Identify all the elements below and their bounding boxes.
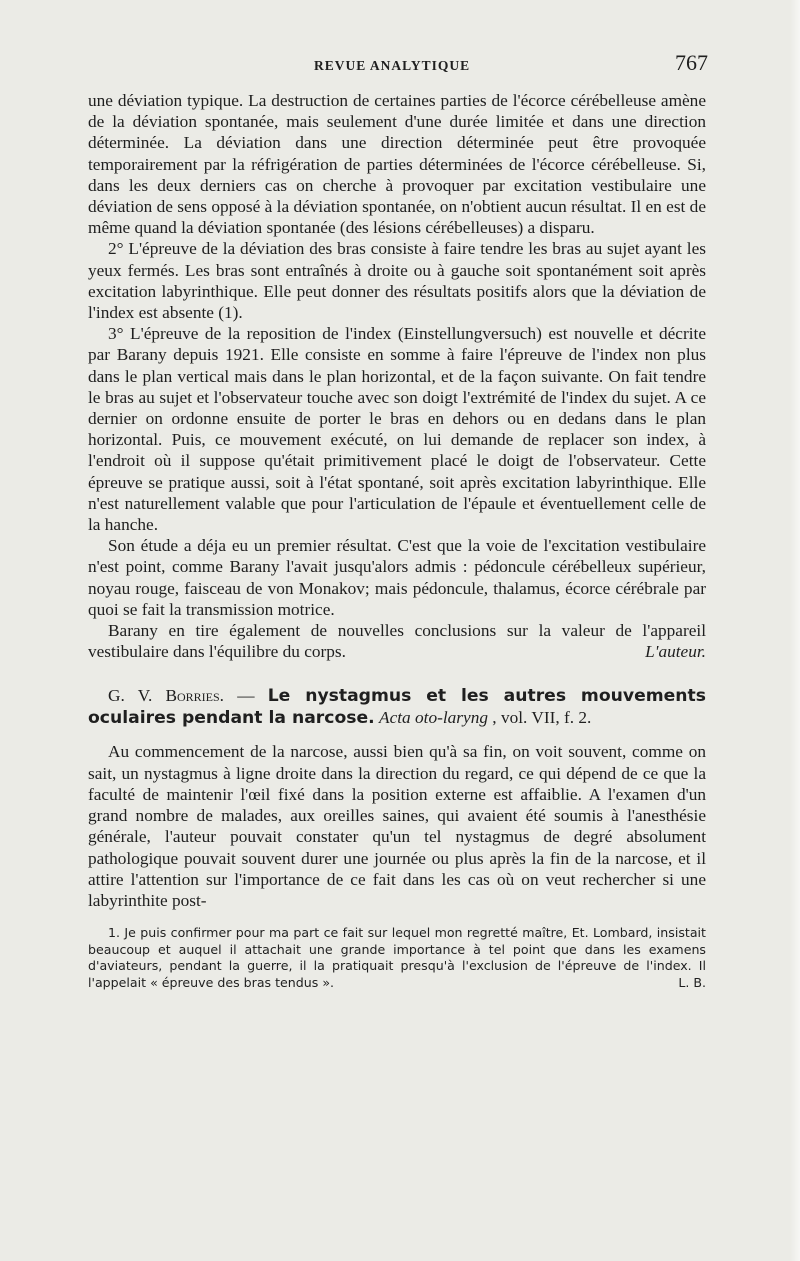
paragraph: Au commencement de la narcose, aussi bien qu'à sa fin, on voit souvent, comme on sait, un nystagmus à ligne droite dans la direction du regard, ce qui dépend de ce que la faculté de maintenir l'œil fixé dans la position externe est affaiblie. A l'examen d'un grand nombre de malades, aux oreilles saines, qui avaient été soumis à l'anesthésie générale, l'auteur pouvait constater qu'un tel nystagmus de degré absolument pathologique pouvait souvent durer une journée ou plus après la fin de la narcose, et il attire l'attention sur l'importance de ce fait dans les cas où on veut rechercher si une labyrinthite post- <box>88 742 706 910</box>
review-author: G. V. Borries. <box>108 686 225 706</box>
article-body <box>88 90 706 991</box>
footnote-text: 1. Je puis confirmer pour ma part ce fait sur lequel mon regretté maître, Et. Lombard, insistait beaucoup et auquel il attachait une grande importance à tel point que dans les examens d'aviateurs, pendant la guerre, il la pratiquait presqu'à l'exclusion de l'épreuve de l'index. Il l'appelait « épreuve des bras tendus ». <box>88 925 706 990</box>
paragraph-text: Barany en tire également de nouvelles conclusions sur la valeur de l'appareil vestibulaire dans l'équilibre du corps. <box>88 621 706 662</box>
review-journal: Acta oto-laryng <box>379 708 488 728</box>
review-heading <box>88 685 706 729</box>
review-title: Le nystagmus et les autres mouvements oculaires pendant la narcose. <box>88 686 706 729</box>
paragraph: Son étude a déja eu un premier résultat. C'est que la voie de l'excitation vestibulaire n'est point, comme Barany l'avait jusqu'alors admis : pédoncule cérébelleux supérieur, noyau rouge, faisceau de von Monakov; mais pédoncule, thalamus, écorce cérébrale par quoi se fait la transmission motrice. <box>88 536 706 619</box>
author-signature: L'auteur. <box>645 642 706 662</box>
paragraph <box>88 620 706 662</box>
review-dash: — <box>224 686 268 706</box>
running-head: REVUE ANALYTIQUE <box>314 58 471 73</box>
paragraph: 3° L'épreuve de la reposition de l'index (Einstellungversuch) est nouvelle et décrite par Barany depuis 1921. Elle consiste en somme à faire l'épreuve de l'index non plus dans le plan vertical mais dans le plan horizontal, et de la façon suivante. On fait tendre le bras au sujet et l'observateur touche avec son doigt l'extrémité de l'index du sujet. A ce dernier on ordonne ensuite de porter le bras en dehors ou en dedans dans le plan horizontal. Puis, ce mouvement exécuté, on lui demande de replacer son index, à l'endroit où il suppose qu'était primitivement placé le doigt de l'observateur. Cette épreuve se pratique aussi, soit à l'état spontané, soit après excitation labyrinthique. Elle n'est naturellement valable que pour l'articulation de l'épaule et éventuellement celle de la hanche. <box>88 324 706 535</box>
footnote <box>88 925 706 991</box>
footnote-signature: L. B. <box>678 974 706 990</box>
paragraph: 2° L'épreuve de la déviation des bras consiste à faire tendre les bras au sujet ayant les yeux fermés. Les bras sont entraînés à droite ou à gauche soit spontanément soit après excitation labyrinthique. Elle peut donner des résultats positifs alors que la déviation de l'index est absente (1). <box>88 239 706 323</box>
paragraph: une déviation typique. La destruction de certaines parties de l'écorce cérébelleuse amène de la déviation spontanée, mais seulement d'une durée limitée et dans une direction déterminée. La déviation dans une direction déterminée peut être provoquée temporairement par la réfrigération de parties déterminées de l'écorce cérébelleuse. Si, dans les deux derniers cas on cherche à provoquer par excitation vestibulaire une déviation de sens opposé à la déviation spontanée, on n'obtient aucun résultat. Il en est de même quand la déviation spontanée (des lésions cérébelleuses) a disparu. <box>88 91 706 238</box>
page-number: 767 <box>675 50 708 75</box>
page-edge <box>790 0 800 1261</box>
page-header <box>88 50 708 76</box>
review-citation: , vol. VII, f. 2. <box>487 708 592 728</box>
